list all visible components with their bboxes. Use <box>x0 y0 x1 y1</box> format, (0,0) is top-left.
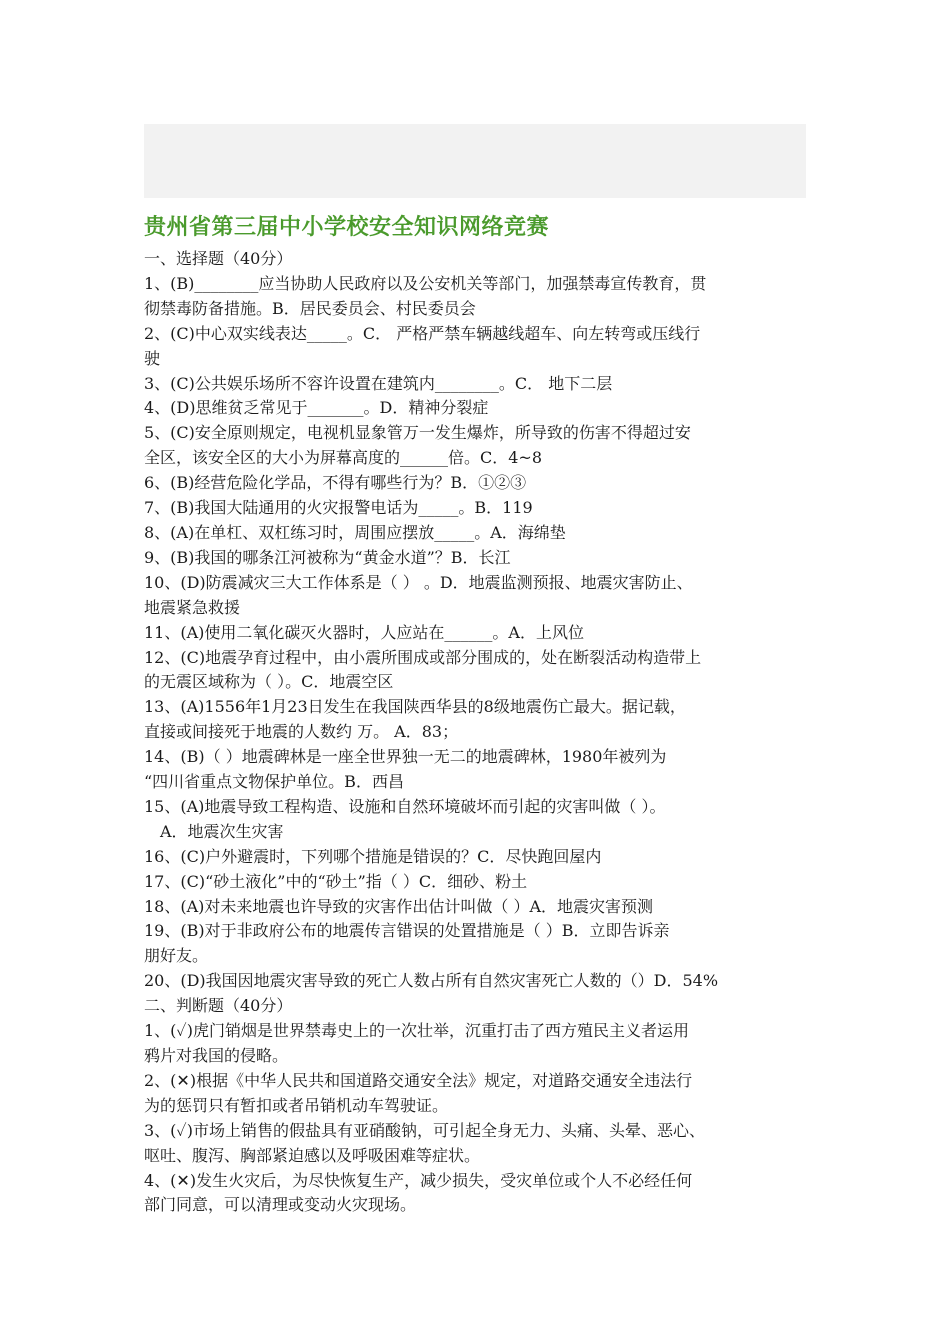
question-line: 全区，该安全区的大小为屏幕高度的______倍。C．4~8 <box>144 448 543 468</box>
section-heading-judgment: 二、判断题（40分） <box>144 996 293 1016</box>
question-line: 14、(B)（ ）地震碑林是一座全世界独一无二的地震碑林，1980年被列为 <box>144 747 667 767</box>
question-line: 地震紧急救援 <box>144 597 241 617</box>
document-body <box>144 247 816 1218</box>
question-line: 部门同意，可以清理或变动火灾现场。 <box>144 1195 417 1215</box>
question-line: A．地震次生灾害 <box>160 821 284 841</box>
question-line: 1、(✓)虎门销烟是世界禁毒史上的一次壮举，沉重打击了西方殖民主义者运用 <box>144 1021 689 1041</box>
question-line: 彻禁毒防备措施。B．居民委员会、村民委员会 <box>144 298 476 318</box>
question-line: 3、(✓)市场上销售的假盐具有亚硝酸钠，可引起全身无力、头痛、头晕、恶心、 <box>144 1120 705 1140</box>
question-line: 7、(B)我国大陆通用的火灾报警电话为_____。B．119 <box>144 498 533 518</box>
question-line: 11、(A)使用二氧化碳灭火器时，人应站在______。A．上风位 <box>144 622 584 642</box>
question-line: 12、(C)地震孕育过程中，由小震所围成或部分围成的，处在断裂活动构造带上 <box>144 647 702 667</box>
question-line: 15、(A)地震导致工程构造、设施和自然环境破坏而引起的灾害叫做（ ）。 <box>144 796 666 816</box>
section-heading-choice: 一、选择题（40分） <box>144 249 293 268</box>
question-line: 20、(D)我国因地震灾害导致的死亡人数占所有自然灾害死亡人数的（）D．54% <box>144 971 719 991</box>
question-line: 6、(B)经营危险化学品，不得有哪些行为？B．①②③ <box>144 473 527 493</box>
question-line: 驶 <box>144 348 161 368</box>
question-line: 2、(C)中心双实线表达_____。C． 严格严禁车辆越线超车、向左转弯或压线行 <box>144 323 701 343</box>
question-line: 4、(✕)发生火灾后，为尽快恢复生产，减少损失，受灾单位或个人不必经任何 <box>144 1170 693 1190</box>
question-line: 10、(D)防震减灾三大工作体系是（ ） 。D．地震监测预报、地震灾害防止、 <box>144 572 693 592</box>
header-banner <box>144 124 806 198</box>
question-line: 直接或间接死于地震的人数约 万。 A．83； <box>144 722 459 742</box>
question-line: 4、(D)思维贫乏常见于_______。D．精神分裂症 <box>144 398 489 418</box>
document-title: 贵州省第三届中小学校安全知识网络竞赛 <box>144 215 550 240</box>
question-line: 8、(A)在单杠、双杠练习时，周围应摆放_____。A．海绵垫 <box>144 522 566 542</box>
question-line: 鸦片对我国的侵略。 <box>144 1046 289 1065</box>
question-line: 朋好友。 <box>144 946 209 966</box>
question-line: 1、(B)________应当协助人民政府以及公安机关等部门，加强禁毒宣传教育，贯 <box>144 273 707 293</box>
question-line: 呕吐、腹泻、胸部紧迫感以及呼吸困难等症状。 <box>144 1145 481 1165</box>
question-line: 3、(C)公共娱乐场所不容许设置在建筑内________。C． 地下二层 <box>144 373 613 393</box>
question-line: 为的惩罚只有暂扣或者吊销机动车驾驶证。 <box>144 1095 449 1115</box>
question-line: 13、(A)1556年1月23日发生在我国陕西华县的8级地震伤亡最大。据记载， <box>144 697 686 717</box>
question-line: 的无震区域称为（ ）。C．地震空区 <box>144 672 394 692</box>
question-line: 2、(✕)根据《中华人民共和国道路交通安全法》规定，对道路交通安全违法行 <box>144 1070 693 1090</box>
question-line: 19、(B)对于非政府公布的地震传言错误的处置措施是（ ）B．立即告诉亲 <box>144 921 670 941</box>
question-line: 5、(C)安全原则规定，电视机显象管万一发生爆炸，所导致的伤害不得超过安 <box>144 423 691 443</box>
question-line: “四川省重点文物保护单位。B．西昌 <box>144 772 404 792</box>
question-line: 18、(A)对未来地震也许导致的灾害作出估计叫做（ ）A．地震灾害预测 <box>144 896 654 916</box>
question-line: 16、(C)户外避震时，下列哪个措施是错误的？C．尽快跑回屋内 <box>144 846 602 866</box>
question-line: 17、(C)“砂土液化”中的“砂土”指（ ）C．细砂、粉土 <box>144 871 528 891</box>
question-line: 9、(B)我国的哪条江河被称为“黄金水道”？B．长江 <box>144 547 511 567</box>
